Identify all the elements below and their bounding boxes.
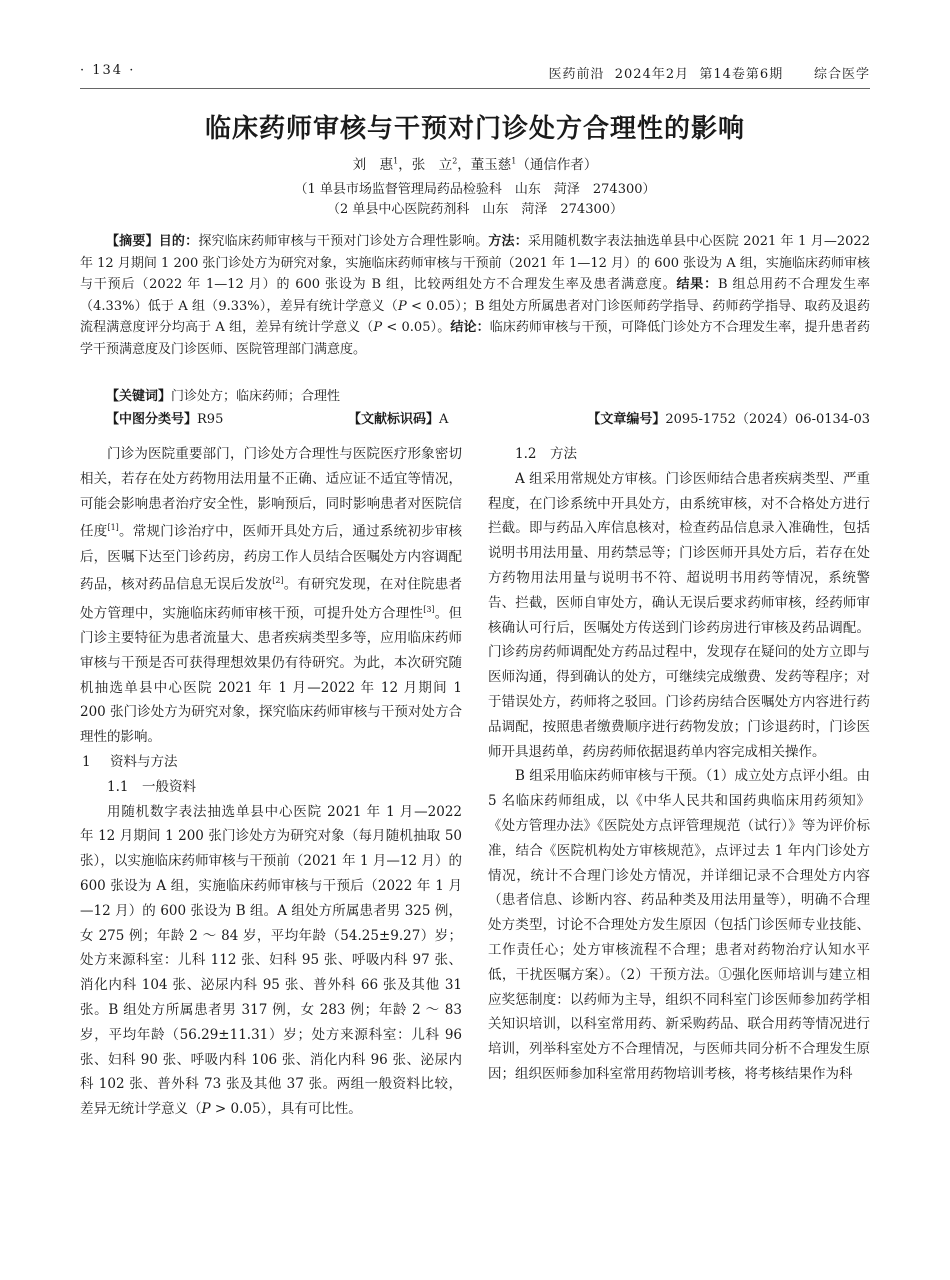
citation: [3] [423,604,435,614]
article-number: 【文章编号】2095-1752（2024）06-0134-03 [587,412,870,427]
document-code: 【文献标识码】A [348,412,449,427]
general-data-paragraph: 用随机数字表法抽选单县中心医院 2021 年 1 月—2022 年 12 月期间 1 200 张门诊处方为研究对象（每月随机抽取 50 张），以实施临床药师审核与干预前（2021 年 1 月—12 月）的 600 张设为 A 组，实施临床药师审核与干预后（2022 年 1 月—12 月）的 600 张设为 B 组。A 组处方所属患者男 325 例，女 275 例；年龄 2 ～ 84 岁，平均年龄（54.25±9.27）岁；处方来源科室：儿科 112 张、妇科 95 张、呼吸内科 97 张、消化内科 104 张、泌尿内科 95 张、普外科 66 张及其他 31 张。B 组处方所属患者男 317 例，女 283 例；年龄 2 ～ 83 岁，平均年龄（56.29±11.31）岁；处方来源科室：儿科 96 张、妇科 90 张、呼吸内科 106 张、消化内科 96 张、泌尿内科 102 张、普外科 73 张及其他 37 张。两组一般资料比较，差异无统计学意义（P > 0.05），具有可比性。 [80,803,462,1118]
author-affiliation-mark: 1 [511,156,517,166]
author-affiliation-mark: 2 [452,156,458,166]
section-heading-1: 1 资料与方法 [82,754,178,771]
group-a-method-paragraph: A 组采用常规处方审核。门诊医师结合患者疾病类型、严重程度，在门诊系统中开具处方，由系统审核，对不合格处方进行拦截。即与药品入库信息核对，检查药品信息录入准确性，包括说明书用法用量、用药禁忌等；门诊医师开具处方后，若存在处方药物用法用量与说明书不符、超说明书用药等情况，系统警告、拦截，医师自审处方，确认无误后要求药师审核，经药师审核确认可行后，医嘱处方传送到门诊药房进行审核及药品调配。门诊药房药师调配处方药品过程中，发现存在疑问的处方立即与医师沟通，得到确认的处方，可继续完成缴费、发药等程序；对于错误处方，药师将之驳回。门诊药房结合医嘱处方内容进行药品调配，按照患者缴费顺序进行药物发放；门诊退药时，门诊医师开具退药单，药房药师依据退药单内容完成相关操作。 [488,470,870,760]
group-b-method-paragraph: B 组采用临床药师审核与干预。（1）成立处方点评小组。由 5 名临床药师组成，以《中华人民共和国药典临床用药须知》《处方管理办法》《医院处方点评管理规范（试行）》等为评价标准，结合《医院机构处方审核规范》，点评过去 1 年内门诊处方情况，统计不合理门诊处方情况，并详细记录不合理处方内容（患者信息、诊断内容、药品种类及用法用量等），明确不合理处方类型，讨论不合理处方发生原因（包括门诊医师专业技能、工作责任心；处方审核流程不合理；患者对药物治疗认知水平低，干扰医嘱方案）。（2）干预方法。①强化医师培训与建立相应奖惩制度：以药师为主导，组织不同科室门诊医师参加药学相关知识培训，以科室常用药、新采购药品、联合用药等情况进行培训，列举科室处方不合理情况，与医师共同分析不合理发生原因；组织医师参加科室常用药物培训考核，将考核结果作为科 [488,768,870,1082]
author-name: 张 立 [411,157,453,173]
journal-info: 医药前沿 2024年2月 第14卷第6期 综合医学 [548,67,870,82]
body-column-left [80,442,462,1122]
citation: [2] [272,576,284,586]
keywords: 【关键词】门诊处方；临床药师；合理性 [106,389,341,404]
author-name: 刘 惠 [352,157,394,173]
section-heading-1-2: 1.2 方法 [515,446,577,462]
intro-paragraph: 门诊为医院重要部门，门诊处方合理性与医院医疗形象密切相关，若存在处方药物用法用量不正确、适应证不适宜等情况，可能会影响患者治疗安全性，影响预后，同时影响患者对医院信任度[1]。常规门诊治疗中，医师开具处方后，通过系统初步审核后，医嘱下达至门诊药房，药房工作人员结合医嘱处方内容调配药品，核对药品信息无误后发放[2]。有研究发现，在对住院患者处方管理中，实施临床药师审核干预，可提升处方合理性[3]。但门诊主要特征为患者流量大、患者疾病类型多等，应用临床药师审核与干预是否可获得理想效果仍有待研究。为此，本次研究随机抽选单县中心医院 2021 年 1 月—2022 年 12 月期间 1 200 张门诊处方为研究对象，探究临床药师审核与干预对处方合理性的影响。 [80,446,463,746]
body-column-right [488,442,870,1087]
clc-number: 【中图分类号】R95 [106,412,224,427]
author-line: 刘 惠$^1$，张 立$^2$，董玉慈$^1$（通信作者） [352,156,598,173]
classification-line [80,408,870,428]
running-header [80,63,870,85]
corresponding-author-note: （通信作者） [516,157,598,173]
affiliation-2: （2 单县中心医院药剂科 山东 菏泽 274300） [326,202,624,217]
affiliation-1: （1 单县市场监督管理局药品检验科 山东 菏泽 274300） [294,182,656,197]
abstract: 【摘要】目的：探究临床药师审核与干预对门诊处方合理性影响。方法：采用随机数字表法抽选单县中心医院 2021 年 1 月—2022 年 12 月期间 1 200 张门诊处方为研究对象，实施临床药师审核与干预前（2021 年 1—12 月）的 600 张设为 A 组，实施临床药师审核与干预后（2022 年 1—12 月）的 600 张设为 B 组，比较两组处方不合理发生率及患者满意度。结果：B 组总用药不合理发生率（4.33%）低于 A 组（9.33%），差异有统计学意义（P < 0.05）；B 组处方所属患者对门诊医师药学指导、药师药学指导、取药及退药流程满意度评分均高于 A 组，差异有统计学意义（P < 0.05）。结论：临床药师审核与干预，可降低门诊处方不合理发生率，提升患者药学干预满意度及门诊医师、医院管理部门满意度。 [80,234,871,357]
citation: [1] [107,523,119,533]
page-number: · 134 · [80,63,136,78]
article-title: 临床药师审核与干预对门诊处方合理性的影响 [204,114,745,144]
section-heading-1-1: 1.1 一般资料 [107,778,196,795]
author-name: 董玉慈 [470,157,512,173]
author-affiliation-mark: 1 [393,156,399,166]
header-rule [80,88,870,89]
